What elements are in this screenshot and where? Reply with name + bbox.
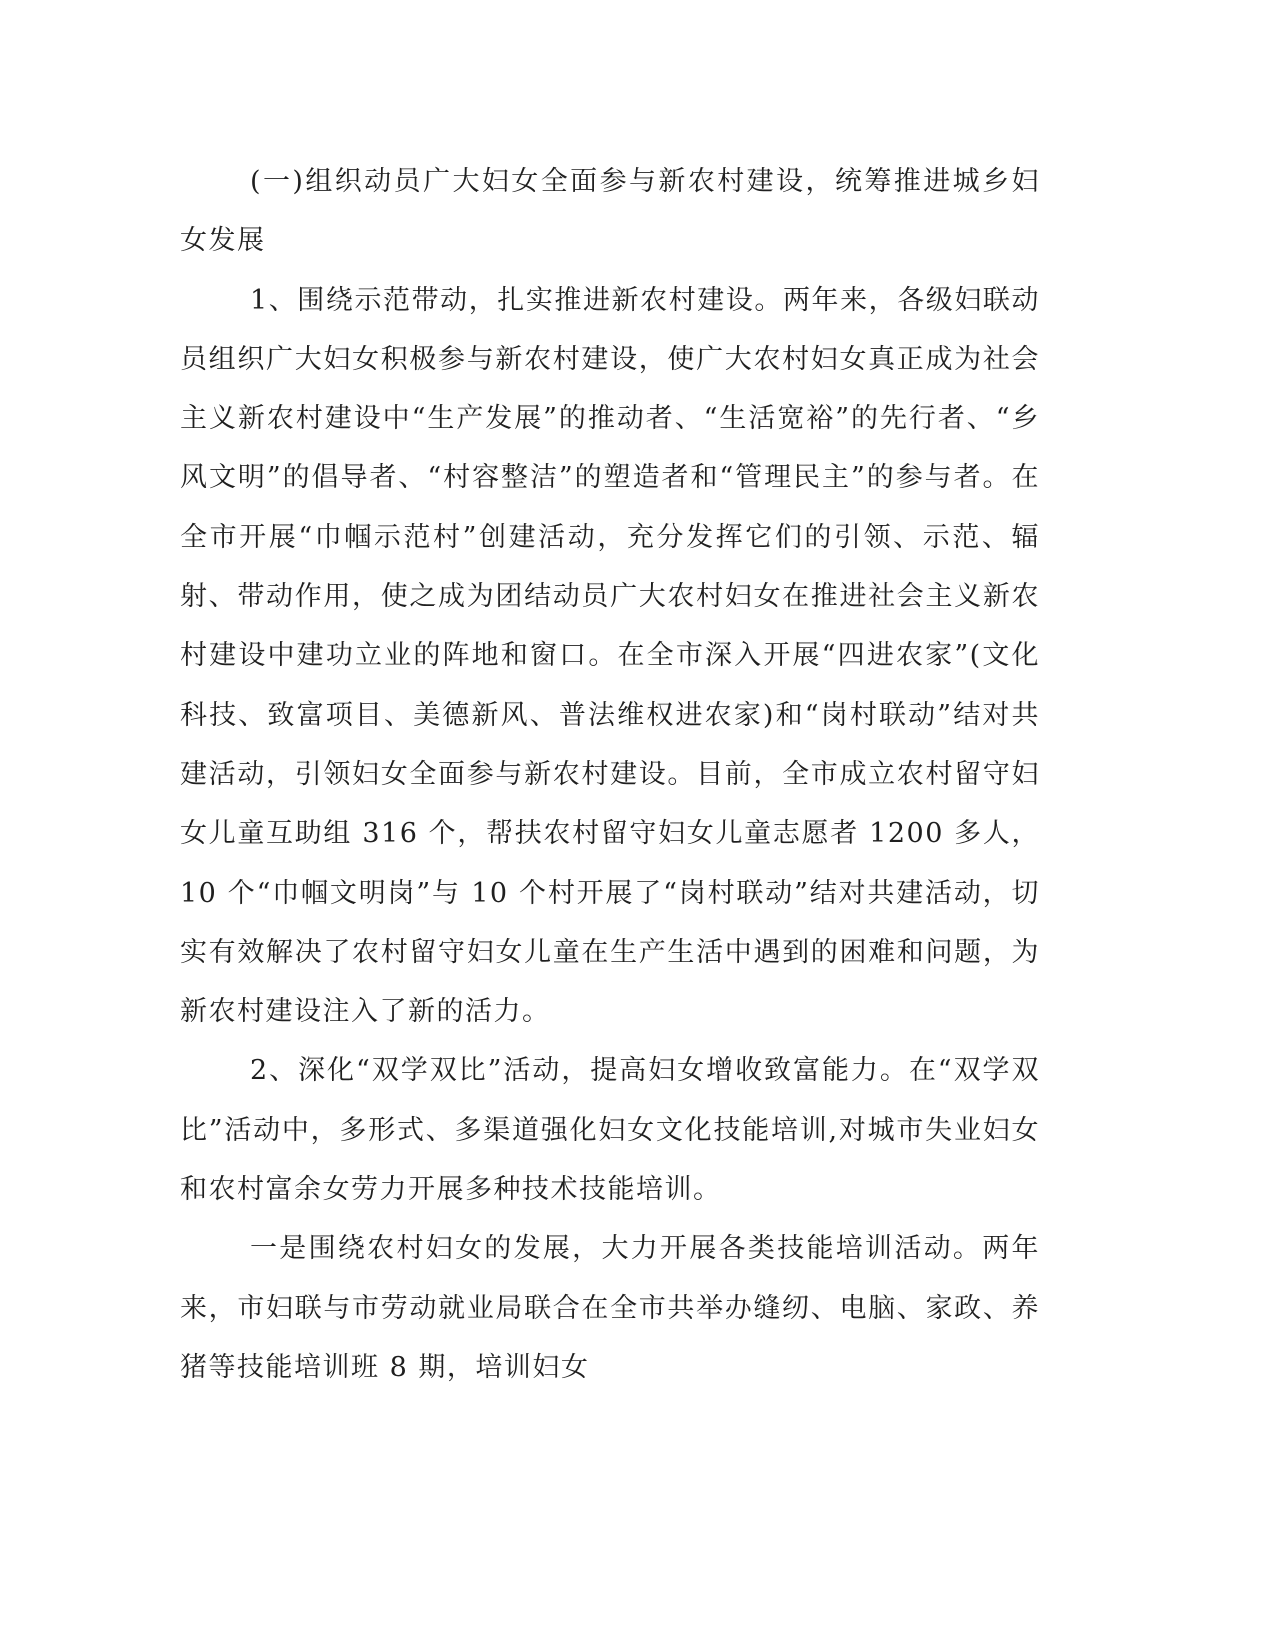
paragraph-1: 1、围绕示范带动，扎实推进新农村建设。两年来，各级妇联动员组织广大妇女积极参与新农村建设，使广大农村妇女真正成为社会主义新农村建设中“生产发展”的推动者、“生活宽裕”的先行者、“乡风文明”的倡导者、“村容整洁”的塑造者和“管理民主”的参与者。在全市开展“巾帼示范村”创建活动，充分发挥它们的引领、示范、辐射、带动作用，使之成为团结动员广大农村妇女在推进社会主义新农村建设中建功立业的阵地和窗口。在全市深入开展“四进农家”(文化科技、致富项目、美德新风、普法维权进农家)和“岗村联动”结对共建活动，引领妇女全面参与新农村建设。目前，全市成立农村留守妇女儿童互助组 316 个，帮扶农村留守妇女儿童志愿者 1200 多人，10 个“巾帼文明岗”与 10 个村开展了“岗村联动”结对共建活动，切实有效解决了农村留守妇女儿童在生产生活中遇到的困难和问题，为新农村建设注入了新的活力。	[180, 284, 1040, 1028]
paragraph-3: 一是围绕农村妇女的发展，大力开展各类技能培训活动。两年来，市妇联与市劳动就业局联合在全市共举办缝纫、电脑、家政、养猪等技能培训班 8 期，培训妇女	[180, 1233, 1040, 1383]
document-page	[180, 152, 1040, 1397]
section-heading: (一)组织动员广大妇女全面参与新农村建设，统筹推进城乡妇女发展	[180, 166, 1040, 257]
paragraph-2: 2、深化“双学双比”活动，提高妇女增收致富能力。在“双学双比”活动中，多形式、多渠道强化妇女文化技能培训,对城市失业妇女和农村富余女劳力开展多种技术技能培训。	[180, 1055, 1040, 1206]
